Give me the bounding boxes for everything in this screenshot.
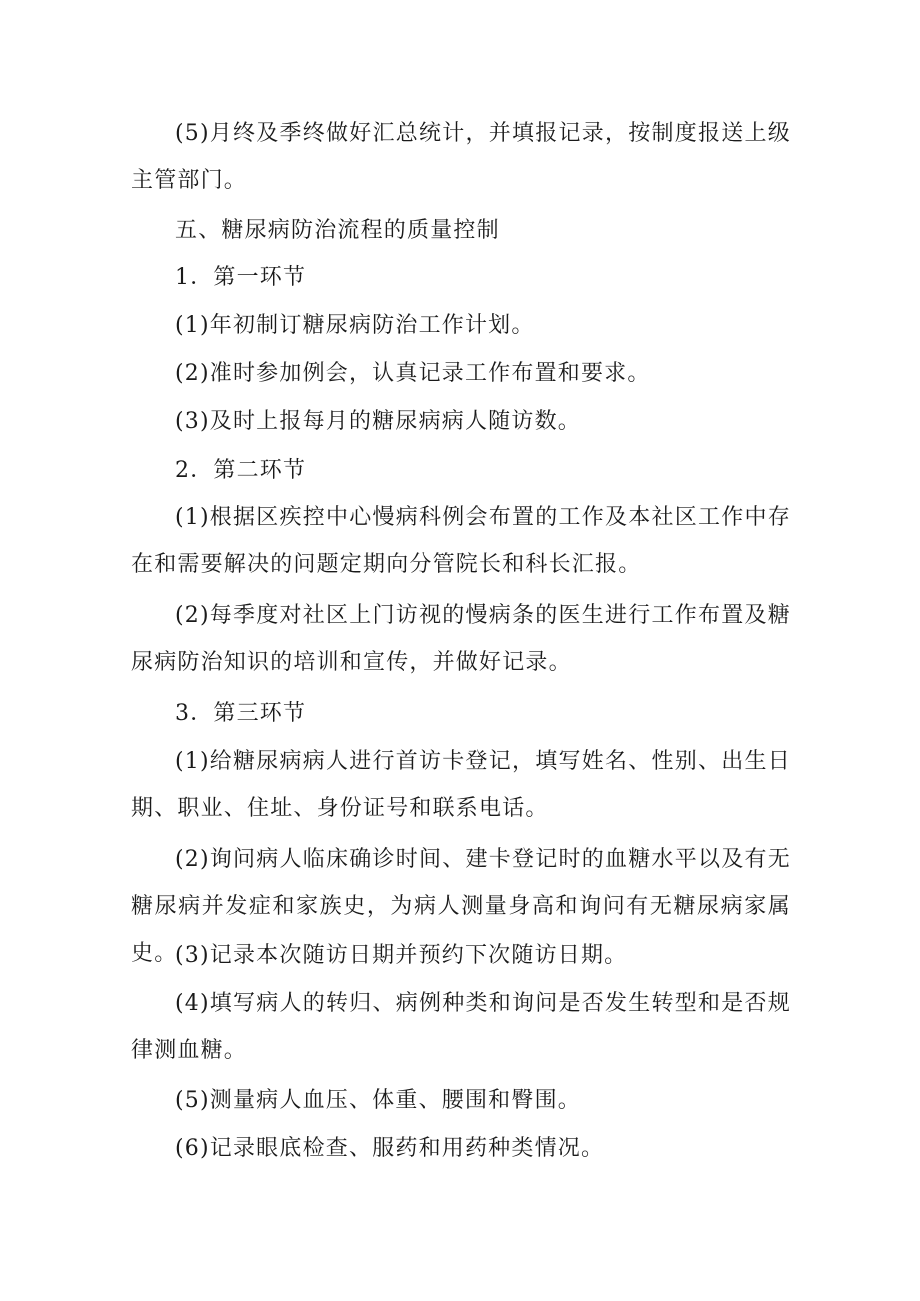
paragraph-item: (2)准时参加例会，认真记录工作布置和要求。 (175, 361, 651, 386)
paragraph-item: (1)根据区疾控中心慢病科例会布置的工作及本社区工作中存在和需要解决的问题定期向分管院长和科长汇报。 (131, 505, 791, 577)
paragraph-item: (2)询问病人临床确诊时间、建卡登记时的血糖水平以及有无糖尿病并发症和家族史，为病人测量身高和询问有无糖尿病家属史。 (131, 847, 791, 966)
paragraph-item: (2)每季度对社区上门访视的慢病条的医生进行工作布置及糖尿病防治知识的培训和宣传，并做好记录。 (131, 603, 791, 675)
paragraph-1: (5)月终及季终做好汇总统计，并填报记录，按制度报送上级主管部门。 (131, 121, 791, 193)
paragraph-item: (1)年初制订糖尿病防治工作计划。 (175, 313, 535, 338)
paragraph-item: (1)给糖尿病病人进行首访卡登记，填写姓名、性别、出生日期、职业、住址、身份证号和联系电话。 (131, 749, 791, 821)
subsection-heading-1: 1．第一环节 (175, 265, 307, 290)
paragraph-item: (3)记录本次随访日期并预约下次随访日期。 (175, 943, 628, 968)
paragraph-item: (6)记录眼底检查、服药和用药种类情况。 (175, 1136, 605, 1161)
section-heading: 五、糖尿病防治流程的质量控制 (175, 218, 500, 243)
subsection-heading-2: 2．第二环节 (175, 458, 307, 483)
paragraph-item: (4)填写病人的转归、病例种类和询问是否发生转型和是否规律测血糖。 (131, 991, 791, 1063)
subsection-heading-3: 3．第三环节 (175, 701, 307, 726)
paragraph-item: (3)及时上报每月的糖尿病病人随访数。 (175, 409, 581, 434)
paragraph-item: (5)测量病人血压、体重、腰围和臀围。 (175, 1088, 581, 1113)
